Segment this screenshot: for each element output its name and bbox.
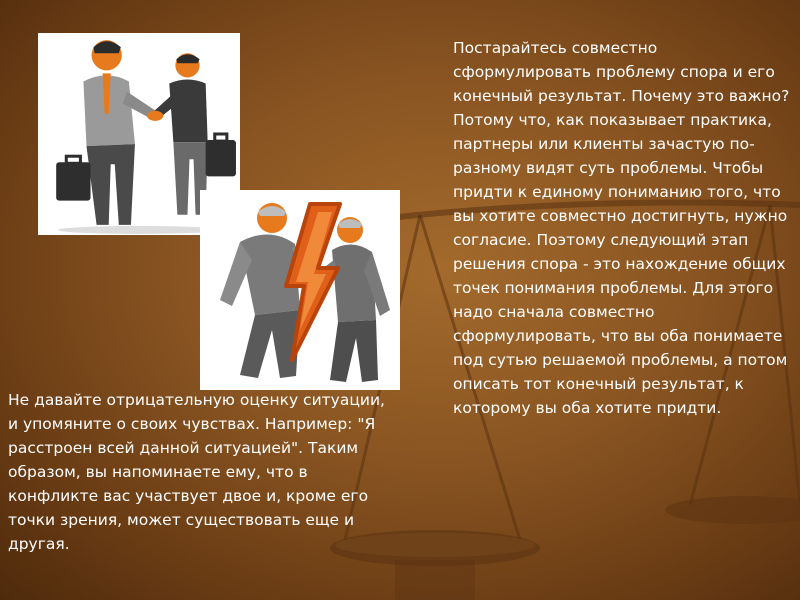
paragraph-left: Не давайте отрицательную оценку ситуации, и упомяните о своих чувствах. Например: "Я расстроен всей данной ситуацией". Таким образом, вы напоминаете ему, что в конфликте вас участвует двое и, кроме его точки зрения, может существовать еще и другая.: [8, 391, 385, 553]
conflict-illustration: [200, 190, 400, 390]
lightning-conflict-icon: [200, 190, 400, 390]
paragraph-right: Постарайтесь совместно сформулировать проблему спора и его конечный результат. Почему это важно? Потому что, как показывает практика, партнеры или клиенты зачастую по-разному видят суть проблемы. Чтобы придти к единому пониманию того, что вы хотите совместно достигнуть, нужно согласие. Поэтому следующий этап решения спора - это нахождение общих точек понимания проблемы. Для этого надо сначала совместно сформулировать, что вы оба понимаете под сутью решаемой проблемы, а потом описать тот конечный результат, к которому вы оба хотите придти.: [453, 39, 790, 417]
